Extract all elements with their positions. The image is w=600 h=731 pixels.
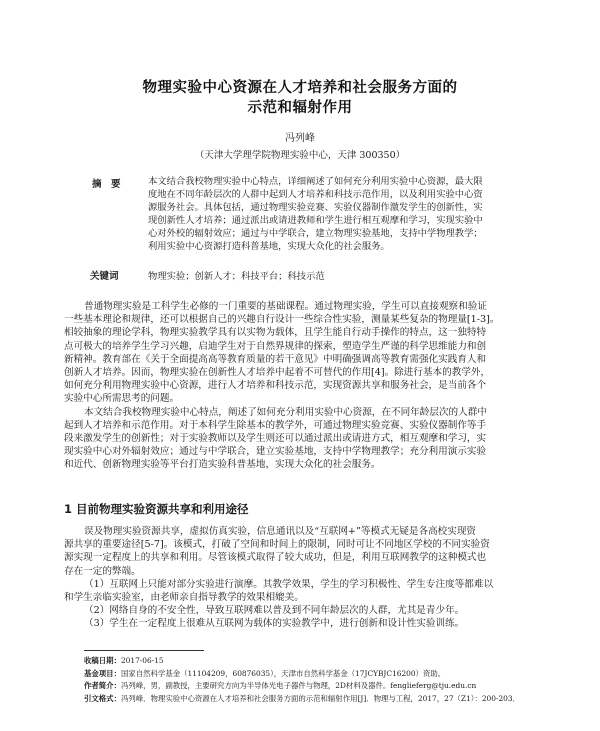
footnote-funding: 基金项目：国家自然科学基金（11104209，60876035），天津市自然科学基金（17JCYBJC16200）资助。 <box>84 668 446 678</box>
body-line: 源共享的重要途径[5-7]。该模式，打破了空间和时间上的限制，同时可让不同地区学校的不同实验资 <box>64 539 490 551</box>
list-item: （3）学生在一定程度上很难从互联网为载体的实验教学中，进行创新和设计性实验训练。 <box>84 618 465 630</box>
body-line: 一些基本理论和规律，还可以根据自己的兴趣自行设计一些综合性实验，测量某些复杂的物理量[1-3]。 <box>64 314 500 326</box>
keywords-label: 关键词 <box>90 271 119 282</box>
body-line: 现实验中心对外辐射效应；通过与中学联合，建立实验基地，支持中学物理教学；充分利用演示实验 <box>64 446 487 458</box>
body-line: 误及物理实验资源共享，虚拟仿真实验，信息通讯以及“互联网+”等模式无疑是各高校实现资 <box>84 526 477 537</box>
abstract-line: 度地在不同年龄层次的人群中起到人才培养和科技示范作用，以及利用实验中心资 <box>148 189 483 200</box>
section1-paragraphs <box>64 525 542 631</box>
body-line: 相较抽象的理论学科，物理实验教学具有以实物为载体，且学生能自行动手操作的特点，这一独特特 <box>64 327 487 339</box>
footnote-received: 收稿日期：2017-06-15 <box>84 656 164 665</box>
list-item: （1）互联网上只能对部分实验进行演摩。其教学效果，学生的学习积极性、学生专注度等都难以 <box>84 578 494 590</box>
abstract-line: 源服务社会。具体包括，通过物理实验竞赛、实验仪器制作激发学生的创新性，实 <box>148 202 483 213</box>
footnote-citation: 引文格式：冯列峰．物理实验中心资源在人才培养和社会服务方面的示范和辐射作用[J]．物理与工程，2017，27（Z1）：200-203． <box>84 693 520 703</box>
paper-title-line1: 物理实验中心资源在人才培养和社会服务方面的 <box>142 80 458 96</box>
body-line: 存在一定的弊端。 <box>64 565 141 577</box>
body-line: 和近代、创新物理实验等平台打造实验科普基地，实现大众化的社会服务。 <box>64 459 381 471</box>
footnote-rule <box>84 650 204 651</box>
body-line: 源实现一定程度上的共享和利用。尽管该模式取得了较大成功，但是，利用互联网教学的这种模式也 <box>64 552 487 564</box>
section-heading: 1 目前物理实验资源共享和利用途径 <box>64 502 249 516</box>
abstract-line: 现创新性人才培养；通过派出或请进教师和学生进行相互观摩和学习，实现实验中 <box>148 215 483 226</box>
list-item: （2）网络自身的不安全性，导致互联网难以普及到不同年龄层次的人群，尤其是青少年。 <box>84 605 465 617</box>
body-line: 起到人才培养和示范作用。对于本科学生除基本的教学外，可通过物理实验竞赛、实验仪器制作等手 <box>64 419 487 431</box>
body-line: 普通物理实验是工科学生必修的一门重要的基础课程。通过物理实验，学生可以直接观察和验证 <box>84 301 487 312</box>
body-line: 如何充分利用物理实验中心资源，进行人才培养和科技示范，实现资源共享和服务社会，是当前各个 <box>64 380 487 392</box>
body-line: 新精神。教育部在《关于全面提高高等教育质量的若干意见》中明确强调高等教育需强化实践育人和 <box>64 353 487 365</box>
affiliation: （天津大学理学院物理实验中心，天津 300350） <box>194 150 406 161</box>
body-line: 创新人才培养。因而，物理实验在创新性人才培养中起着不可替代的作用[4]。除进行基本的教学外， <box>64 367 491 379</box>
author: 冯列峰 <box>285 133 315 144</box>
abstract-line: 利用实验中心资源打造科普基地，实现大众化的社会服务。 <box>148 241 390 252</box>
body-line: 段来激发学生的创新性；对于实验教师以及学生则还可以通过派出或请进方式，相互观摩和学习，实 <box>64 433 487 445</box>
body-line: 点可极大的培养学生学习兴趣，启迪学生对于自然界规律的探索，塑造学生严谨的科学思维能力和创 <box>64 340 487 352</box>
abstract-text <box>148 175 518 253</box>
abstract-line: 心对外校的辐射效应；通过与中学联合，建立物理实验基地，支持中学物理教学； <box>148 228 483 239</box>
abstract-label: 摘 要 <box>92 179 121 190</box>
body-line: 本文结合我校物理实验中心特点，阐述了如何充分利用实验中心资源，在不同年龄层次的人群中 <box>84 406 487 418</box>
list-item: 和学生亲临实验室，由老师亲自指导教学的效果相媲美。 <box>64 592 304 604</box>
footnote-author-bio: 作者简介：冯列峰，男，副教授，主要研究方向为半导体光电子器件与物理，2D材料及器件。fenglieferg@tju.edu.cn <box>84 681 477 690</box>
footnotes <box>84 655 544 705</box>
paper-title-line2: 示范和辐射作用 <box>247 100 353 116</box>
intro-paragraphs <box>64 300 542 472</box>
body-line: 实验中心所需思考的问题。 <box>64 393 180 405</box>
keywords-text: 物理实验；创新人才；科技平台；科技示范 <box>148 271 325 282</box>
abstract-line: 本文结合我校物理实验中心特点，详细阐述了如何充分利用实验中心资源，最大限 <box>148 176 483 187</box>
